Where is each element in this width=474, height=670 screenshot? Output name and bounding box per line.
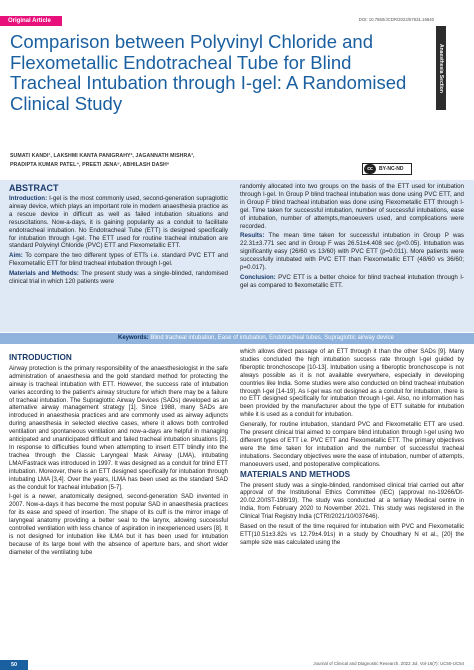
- author-line-1: SUMATI KANDI¹, LAKSHMI KANTA PANIGRAHY², JAGANNATH MISHRA³,: [10, 153, 195, 159]
- author-line-2: PRADIPTA KUMAR PATEL⁴, PREETI JENA⁵, ABHILASH DASH⁶: [10, 162, 170, 168]
- abstract-box: [0, 180, 474, 332]
- journal-footer: Journal of Clinical and Diagnostic Research. 2022 Jul, Vol-16(7): UC50-UC54: [313, 661, 464, 666]
- conclusion-label: Conclusion:: [240, 273, 276, 281]
- introduction-paragraph-4: Generally, for routine intubation, standard PVC and Flexometallic ETT are used. The present clinical trial aimed to compare blind intubation through I-gel using two different types of ETT i.e. PVC ETT and Flexometallic ETT. The primary objectives were the time taken for intubation and the number of successful tracheal intubations. Secondary objectives were the ease of intubation, number of attempts, manoeuvers used, and postoperative complications.: [240, 421, 464, 468]
- article-title: Comparison between Polyvinyl Chloride and Flexometallic Endotracheal Tube for Blind Tracheal Intubation through I-gel: A Randomised Clinical Study: [10, 31, 407, 114]
- cc-license-text: BY-NC-ND: [379, 166, 404, 172]
- introduction-paragraph-2: I-gel is a newer, anatomically designed, second-generation SAD invented in 2007. Now-a-days it has become the most popular SAD in anaesthesia practices for its ease and speed of insertion. The shape of its cuff is the mirror image of laryngeal anatomy providing a better seal to the larynx, allowing successful controlled ventilation with less chance of aspiration in inexperienced users [8]. It is not designed for intubation like ILMA but it has been used for intubation because of its large bowl with the absence of aperture bars, and short wider diameter of the ventilating tube: [9, 493, 228, 556]
- introduction-heading: INTRODUCTION: [9, 353, 72, 362]
- section-tab: Anaesthesia Section: [436, 26, 446, 110]
- keywords-label: Keywords:: [118, 335, 149, 341]
- abstract-left-column: [9, 195, 228, 288]
- cc-icon: cc: [364, 164, 376, 174]
- body-right-column: [240, 348, 464, 549]
- keywords-bar: [0, 333, 474, 344]
- keywords-text: Blind tracheal intubation, Ease of intubation, Endotracheal tubes, Supraglottic airway device: [148, 335, 394, 341]
- abstract-conclusion: [240, 274, 464, 290]
- introduction-paragraph-1: Airway protection is the primary responsibility of the anaesthesiologist in the safe administration of anaesthesia and the gold standard method for protecting the airway is tracheal intubation with ETT. However, the success rate of intubation varies according to the patient's airway structure for which there may be a failure of tracheal intubation. The Supraglottic Airway Devices (SADs) developed as an alternative airway management strategy [1]. Since 1988, many SADs are introduced in anaesthesia practices and are commonly used as airway adjuncts during anaesthesia in selected elective cases, where it allows both controlled ventilation and spontaneous ventilation and now-a-days are helpful in managing anticipated and unanticipated difficult and failed tracheal intubation situations [2]. In response to difficulties found when attempting to insert ETT blindly into the trachea through the Classic Laryngeal Mask Airway (LMA), intubating LMA/Fastrack was introduced in 1997. It was designed as a conduit for blind ETT intubation. Moreover, there is an ETT designed specifically for intubation through intubating LMA [3,4]. Over the years, ILMA has been used as the standard SAD as the conduit for tracheal intubation [5-7].: [9, 364, 228, 491]
- author-list: [10, 152, 340, 170]
- doi-text[interactable]: DOI: 10.7860/JCDR/2022/57831.16840: [358, 17, 434, 22]
- results-text: The mean time taken for successful intubation in Group P was 22.31±3.771 sec and in Group F was 26.51±4.408 sec (p<0.05). Intubation was significantly easy (26/60 vs 13/60) with PVC ETT (p=0.011). More patients were successfully intubated with PVC ETT than Flexometallic ETT (48/60 vs 36/60; p=0.017).: [240, 232, 464, 272]
- conclusion-text: PVC ETT is a better choice for blind tracheal intubation through I-gel as compared to flexometallic ETT.: [240, 273, 464, 289]
- article-type-badge: Original Article: [0, 16, 62, 26]
- intro-label: Introduction:: [9, 195, 48, 202]
- methods-paragraph-2: Based on the result of the time required for intubation with PVC and Flexometallic ETT(10.51±3.82s vs 12.79±4.91s) in a study by Choudhary N et al., [20] the sample size was calculated using the: [240, 523, 464, 546]
- abstract-methods: [9, 270, 228, 286]
- aim-text: To compare the two different types of ETTs i.e. standard PVC ETT and Flexometallic ETT for blind tracheal intubation through I-gel.: [9, 252, 228, 268]
- abstract-results: [240, 232, 464, 272]
- intro-text: I-gel is the most commonly used, second-generation supraglottic airway device, which plays an important role in modern anaesthesia practice as a rescue device in difficult as well as failed intubation situations and resuscitations. Now-a-days, it is gaining popularity as a conduit to facilitate endotracheal intubation. No Endotracheal Tube (ETT) is designed specifically for intubation through I-gel. The ETT used for routine tracheal intubation are standard Polyvinyl Chloride (PVC) ETT and Flexometallic ETT.: [9, 195, 228, 250]
- page-number: 50: [0, 660, 28, 670]
- aim-label: Aim:: [9, 252, 23, 260]
- methods-heading: MATERIALS AND METHODS: [240, 469, 351, 479]
- abstract-right-column: [240, 183, 464, 292]
- methods-text: The present study was a single-blinded, randomised clinical trial in which 120 patients were: [9, 270, 229, 286]
- cc-license-badge[interactable]: [362, 163, 412, 175]
- abstract-introduction: [9, 195, 228, 250]
- abstract-methods-continued: randomly allocated into two groups on the basis of the ETT used for intubation through I-gel. In Group P blind tracheal intubation was done using PVC ETT, and in Group F blind tracheal intubation was done using Flexometallic ETT through I-gel. Time taken for successful intubation, number of successful intubations, ease of intubation, number of attempts,manoeuvers used, and complications were recorded.: [240, 183, 464, 230]
- methods-label: Materials and Methods:: [9, 270, 79, 278]
- introduction-paragraph-3: which allows direct passage of an ETT through it than the other SADs [9]. Many studies concluded the high intubation success rate through I-gel guided by fiberoptic bronchoscope [10-13]. Intubation using a fiberoptic bronchoscope is not always possible as it is not available everywhere, especially in developing countries like India. Some studies were also conducted on blind tracheal intubation through I-gel [14-19]. As I-gel was not designed as a conduit for intubation, there is no ETT designed specifically for intubation through I-gel. Also, no information has been provided by the manufacturer about the type of ETT suitable for intubation while it is used as a conduit for intubation.: [240, 348, 464, 419]
- results-label: Results:: [240, 232, 265, 240]
- abstract-aim: [9, 252, 228, 268]
- methods-paragraph-1: The present study was a single-blinded, randomised clinical trial carried out after approval of the Institutional Ethics Committee (IEC) (approval no-19266/Dt-20.02.20/IST-198/19). The study was conducted at a tertiary Medical centre in India, from February 2020 to November 2021. This study was registered in the Clinical Trial Registry India (CTRI/2021/10/037646).: [240, 481, 464, 521]
- abstract-heading: ABSTRACT: [9, 183, 59, 193]
- body-left-column: [9, 352, 228, 559]
